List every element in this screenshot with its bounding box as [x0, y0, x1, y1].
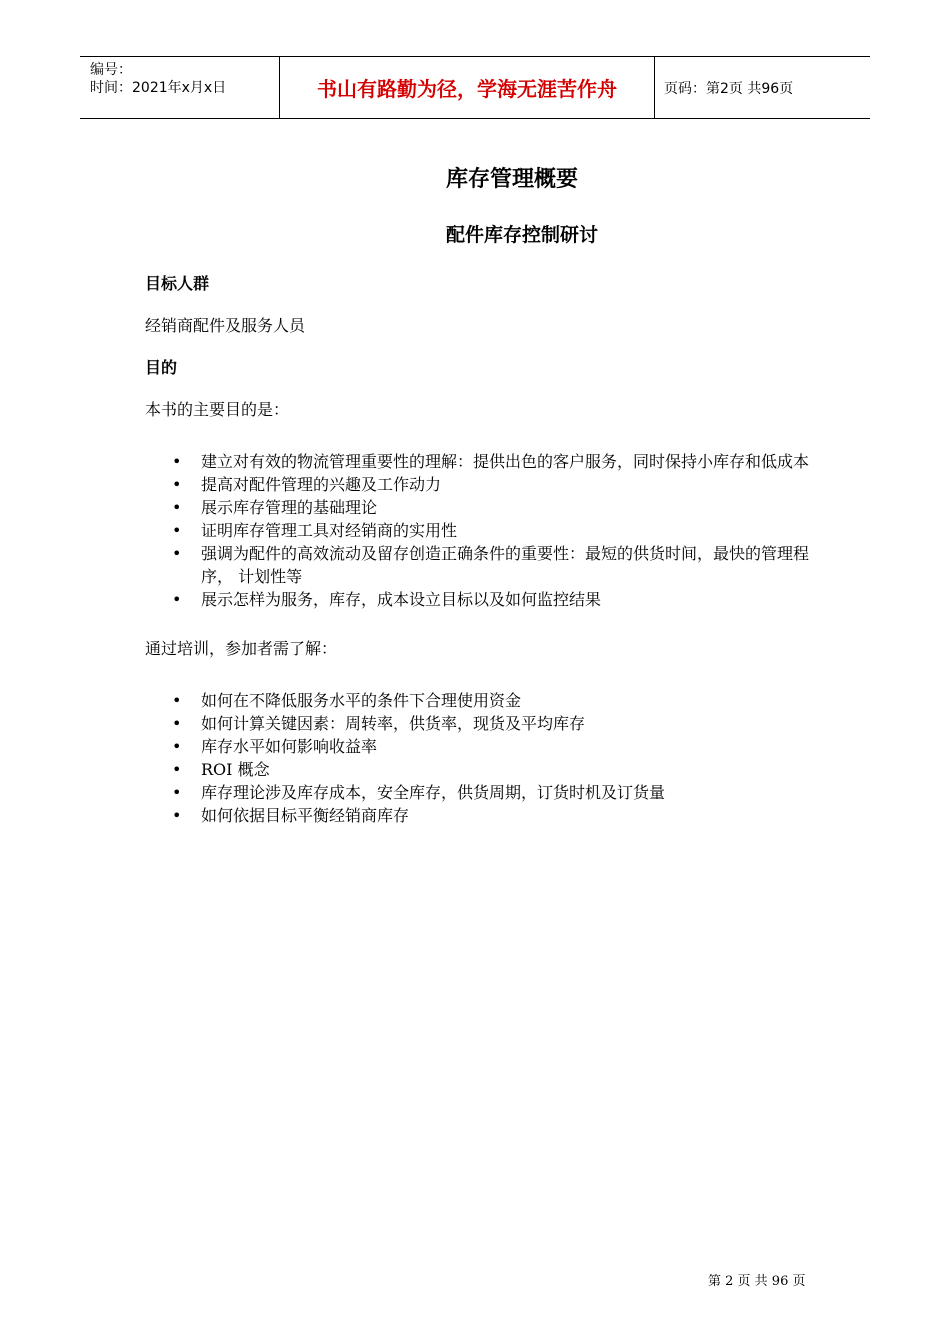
- page-header: [80, 56, 870, 119]
- purpose-intro: 本书的主要目的是：: [145, 400, 290, 419]
- header-meta: [80, 57, 280, 118]
- list-item: • 如何依据目标平衡经销商库存: [201, 804, 825, 827]
- header-motto: 书山有路勤为径，学海无涯苦作舟: [280, 57, 655, 118]
- list-item: • 如何计算关键因素：周转率，供货率，现货及平均库存: [201, 712, 825, 735]
- list-item: • ROI 概念: [201, 758, 825, 781]
- list-item: • 如何在不降低服务水平的条件下合理使用资金: [201, 689, 825, 712]
- purpose-heading: 目的: [145, 358, 178, 377]
- number-label: 编号：: [90, 62, 132, 78]
- list-item: • 提高对配件管理的兴趣及工作动力: [201, 473, 825, 496]
- list-item: • 库存水平如何影响收益率: [201, 735, 825, 758]
- page-footer: 第 2 页 共 96 页: [708, 1274, 806, 1289]
- training-list: [145, 689, 825, 827]
- document-title: 库存管理概要: [446, 167, 579, 192]
- list-item: • 建立对有效的物流管理重要性的理解：提供出色的客户服务，同时保持小库存和低成本: [201, 450, 825, 473]
- audience-heading: 目标人群: [145, 274, 210, 293]
- list-item: • 展示怎样为服务，库存，成本设立目标以及如何监控结果: [201, 588, 825, 611]
- audience-text: 经销商配件及服务人员: [145, 316, 306, 335]
- time-label: 时间：2021年x月x日: [90, 80, 227, 96]
- header-page-info: 页码：第2页 共96页: [664, 80, 794, 97]
- list-item: • 强调为配件的高效流动及留存创造正确条件的重要性：最短的供货时间，最快的管理程序， 计划性等: [201, 542, 825, 588]
- document-subtitle: 配件库存控制研讨: [446, 224, 599, 246]
- document-body: [145, 272, 825, 845]
- list-item: • 证明库存管理工具对经销商的实用性: [201, 519, 825, 542]
- list-item: • 库存理论涉及库存成本，安全库存，供货周期，订货时机及订货量: [201, 781, 825, 804]
- purpose-list: [145, 450, 825, 611]
- training-intro: 通过培训，参加者需了解：: [145, 639, 338, 658]
- list-item: • 展示库存管理的基础理论: [201, 496, 825, 519]
